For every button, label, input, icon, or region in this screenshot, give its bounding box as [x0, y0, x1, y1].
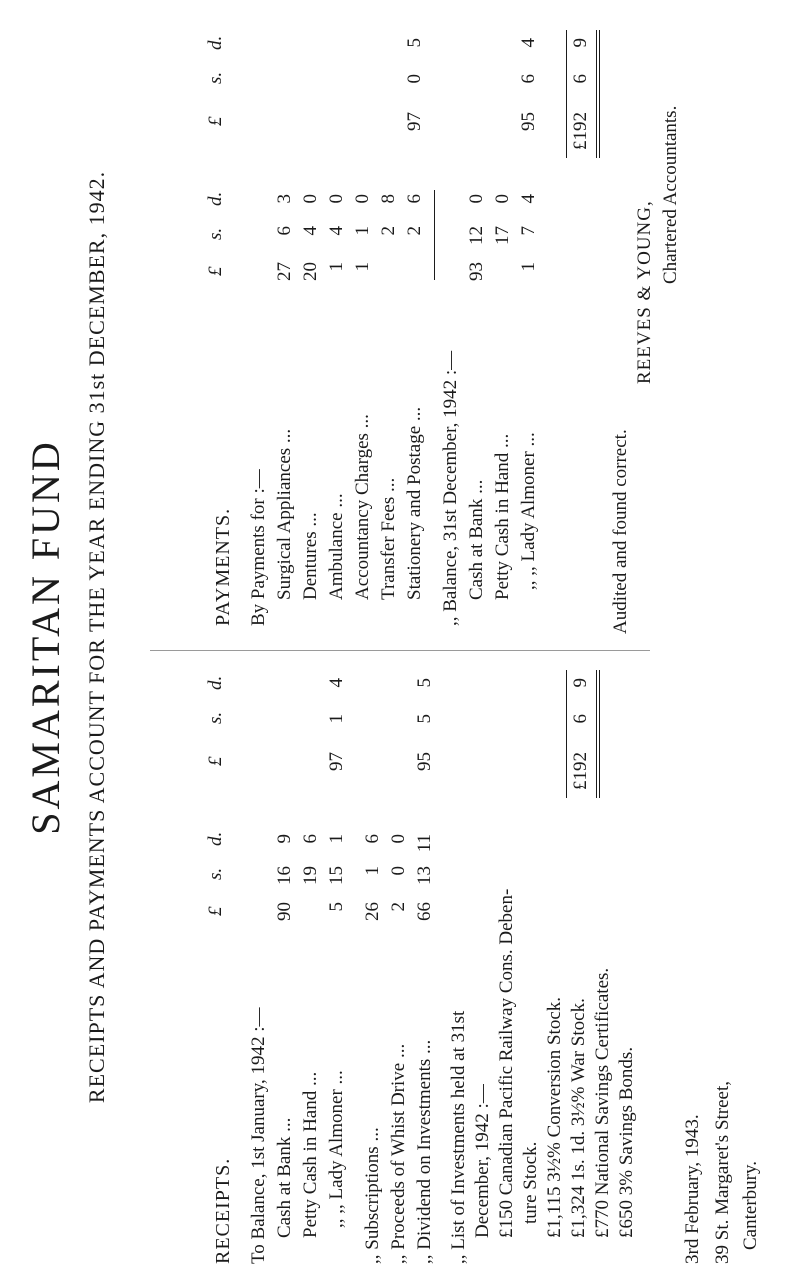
receipt-amount-shillings: 13 [414, 866, 435, 885]
receipt-line: £770 National Savings Certificates. [592, 967, 613, 1238]
payment-amount-pence: 0 [326, 194, 347, 204]
receipts-total-double-rule [599, 670, 600, 798]
payment-amount-pounds: 27 [274, 262, 295, 281]
payment-amount-pence: 0 [492, 194, 513, 204]
receipt-amount-pence: 6 [362, 834, 383, 844]
payments-total-double-rule [599, 30, 600, 158]
payment-line: By Payments for :— [248, 469, 269, 626]
receipts-inner-pound-header: £ [205, 906, 226, 916]
receipt-amount-pounds: 90 [274, 902, 295, 921]
payment-subtotal-pounds: 95 [518, 112, 539, 131]
receipt-amount-shillings: 16 [274, 866, 295, 885]
payment-amount-shillings: 7 [518, 226, 539, 236]
payment-line: Cash at Bank ... [466, 479, 487, 600]
payments-total-top-rule [566, 30, 567, 158]
payment-amount-shillings: 4 [326, 226, 347, 236]
receipt-amount-pounds: 26 [362, 902, 383, 921]
payment-amount-pence: 0 [352, 194, 373, 204]
receipt-amount-pounds: 2 [388, 902, 409, 912]
receipt-subtotal-pounds: 97 [326, 752, 347, 771]
receipt-line: ,, Proceeds of Whist Drive ... [388, 1043, 409, 1264]
column-divider [150, 650, 650, 651]
fund-title: SAMARITAN FUND [23, 439, 68, 835]
payment-amount-pence: 3 [274, 194, 295, 204]
receipt-amount-pence: 1 [326, 834, 347, 844]
payment-line: Accountancy Charges ... [352, 414, 373, 600]
payments-total-pence: 9 [570, 38, 591, 48]
receipt-amount-pence: 6 [300, 834, 321, 844]
payments-outer-pound-header: £ [205, 116, 226, 126]
payment-line: Dentures ... [300, 512, 321, 600]
account-subtitle: RECEIPTS AND PAYMENTS ACCOUNT FOR THE YEAR ENDING 31st DECEMBER, 1942. [84, 170, 109, 1104]
receipt-amount-pence: 0 [388, 834, 409, 844]
payment-amount-shillings: 1 [352, 226, 373, 236]
payments-balance-rule [434, 190, 435, 280]
payment-amount-pence: 6 [404, 194, 425, 204]
receipt-line: ,, Dividend on Investments ... [414, 1039, 435, 1264]
footer-address-street: 39 St. Margaret's Street, [712, 1080, 733, 1264]
receipts-total-pence: 9 [570, 678, 591, 688]
footer-address-town: Canterbury. [740, 1161, 761, 1250]
payment-subtotal-pence: 5 [404, 38, 425, 48]
payment-subtotal-shillings: 6 [518, 74, 539, 84]
payments-total-shillings: 6 [570, 74, 591, 84]
receipt-amount-shillings: 1 [362, 866, 383, 876]
payment-subtotal-pounds: 97 [404, 112, 425, 131]
receipt-amount-shillings: 0 [388, 866, 409, 876]
payment-subtotal-shillings: 0 [404, 74, 425, 84]
payment-amount-pounds: 1 [326, 262, 347, 272]
payment-line: ,, Balance, 31st December, 1942 :— [440, 350, 461, 626]
receipt-line: Cash at Bank ... [274, 1117, 295, 1238]
payment-amount-shillings: 6 [274, 226, 295, 236]
receipts-total-top-rule [566, 670, 567, 798]
audit-statement: Audited and found correct. [610, 429, 631, 634]
receipts-inner-shilling-header: s. [205, 867, 226, 880]
payments-outer-pence-header: d. [205, 35, 226, 50]
receipt-amount-pence: 9 [274, 834, 295, 844]
payment-amount-pence: 4 [518, 194, 539, 204]
payments-inner-shilling-header: s. [205, 227, 226, 240]
payment-amount-pence: 8 [378, 194, 399, 204]
receipt-amount-shillings: 19 [300, 866, 321, 885]
payment-line: ,, ,, Lady Almoner ... [518, 432, 539, 590]
payment-subtotal-pence: 4 [518, 38, 539, 48]
payments-outer-shilling-header: s. [205, 71, 226, 84]
payment-line: Ambulance ... [326, 493, 347, 600]
receipt-line: Petty Cash in Hand ... [300, 1071, 321, 1238]
receipt-amount-shillings: 15 [326, 866, 347, 885]
payment-amount-pounds: 1 [352, 262, 373, 272]
payments-heading: PAYMENTS. [212, 507, 234, 626]
receipt-line: To Balance, 1st January, 1942 :— [248, 1007, 269, 1264]
payment-amount-pounds: 1 [518, 262, 539, 272]
receipt-line: £1,324 1s. 1d. 3½% War Stock. [568, 998, 589, 1238]
payments-inner-pence-header: d. [205, 191, 226, 206]
receipt-subtotal-shillings: 5 [414, 714, 435, 724]
receipt-amount-pence: 11 [414, 834, 435, 853]
receipts-total-shillings: 6 [570, 714, 591, 724]
receipts-total-pounds: £192 [570, 752, 591, 790]
payment-amount-shillings: 2 [404, 226, 425, 236]
receipt-line: ture Stock. [520, 1141, 541, 1224]
auditor-title: Chartered Accountants. [660, 105, 681, 284]
receipts-outer-shilling-header: s. [205, 711, 226, 724]
auditor-name: REEVES & YOUNG, [634, 200, 655, 384]
receipts-outer-pence-header: d. [205, 675, 226, 690]
receipts-heading: RECEIPTS. [212, 1157, 234, 1264]
receipt-subtotal-pence: 5 [414, 678, 435, 688]
receipt-amount-pounds: 66 [414, 902, 435, 921]
receipt-line: £650 3% Savings Bonds. [616, 1046, 637, 1238]
payment-line: Stationery and Postage ... [404, 406, 425, 600]
receipts-inner-pence-header: d. [205, 831, 226, 846]
payments-total-pounds: £192 [570, 112, 591, 150]
receipt-line: ,, ,, Lady Almoner ... [326, 1070, 347, 1228]
payment-amount-pence: 0 [300, 194, 321, 204]
receipt-amount-pounds: 5 [326, 902, 347, 912]
payment-amount-shillings: 2 [378, 226, 399, 236]
receipt-line: ,, Subscriptions ... [362, 1127, 383, 1264]
receipts-outer-pound-header: £ [205, 756, 226, 766]
receipt-line: ,, List of Investments held at 31st [448, 1010, 469, 1264]
receipt-line: December, 1942 :— [472, 1084, 493, 1238]
payment-amount-shillings: 4 [300, 226, 321, 236]
payment-line: Transfer Fees ... [378, 477, 399, 600]
receipt-subtotal-pence: 4 [326, 678, 347, 688]
receipt-line: £1,115 3½% Conversion Stock. [544, 996, 565, 1238]
payment-amount-shillings: 17 [492, 226, 513, 245]
payment-amount-pounds: 93 [466, 262, 487, 281]
payment-line: Surgical Appliances ... [274, 428, 295, 600]
payment-amount-shillings: 12 [466, 226, 487, 245]
payment-amount-pounds: 20 [300, 262, 321, 281]
receipts-total-bottom-rule [596, 670, 597, 798]
payment-line: Petty Cash in Hand ... [492, 433, 513, 600]
payments-inner-pound-header: £ [205, 266, 226, 276]
payment-amount-pence: 0 [466, 194, 487, 204]
receipt-subtotal-pounds: 95 [414, 752, 435, 771]
payments-total-bottom-rule [596, 30, 597, 158]
receipt-subtotal-shillings: 1 [326, 714, 347, 724]
footer-date: 3rd February, 1943. [682, 1114, 703, 1264]
receipt-line: £150 Canadian Pacific Railway Cons. Deben- [496, 888, 517, 1238]
